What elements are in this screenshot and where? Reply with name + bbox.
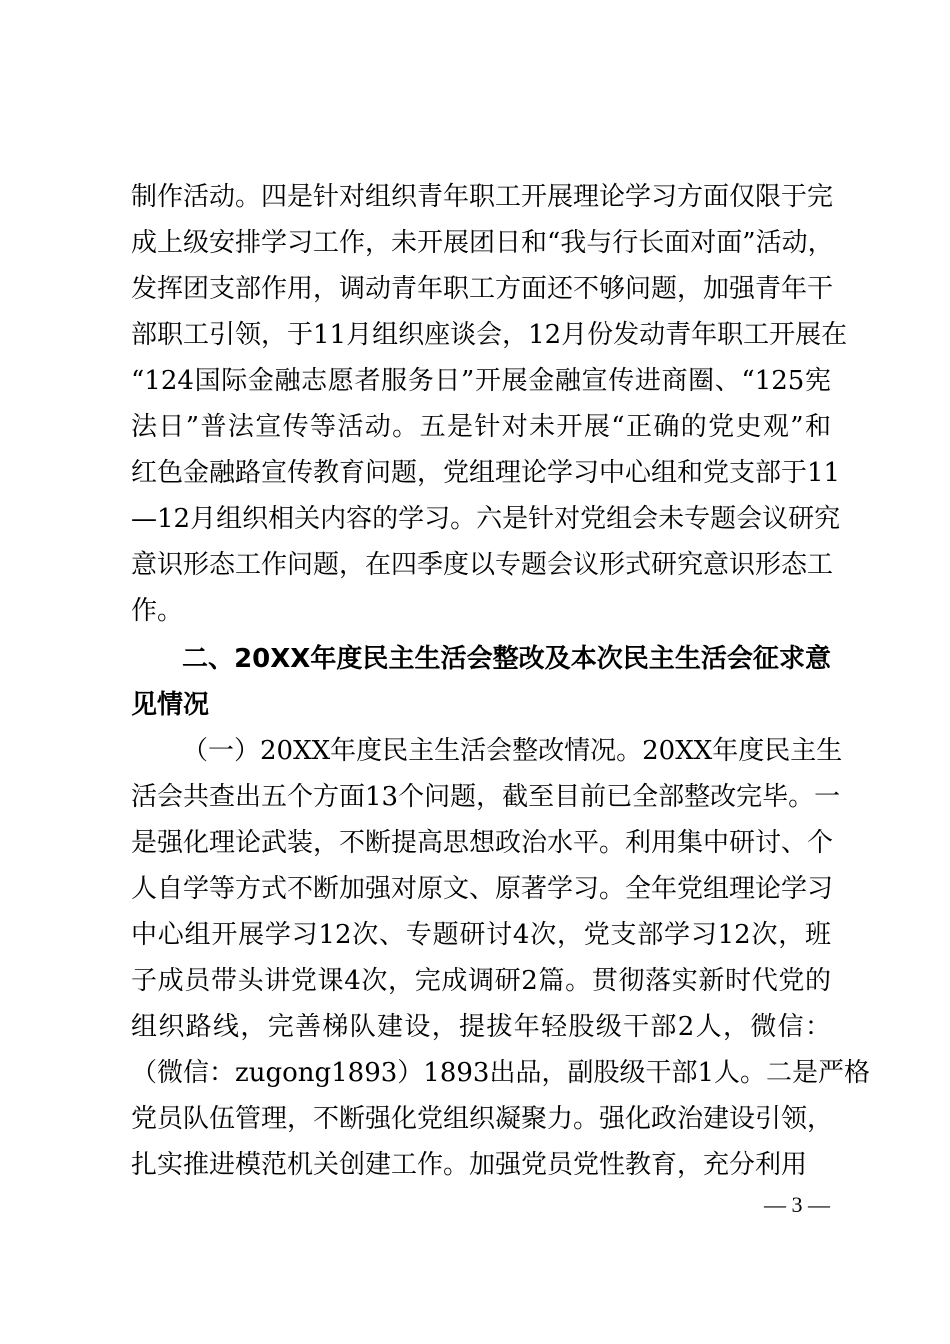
section-heading: 见情况 — [131, 690, 210, 720]
paragraph-line: 组织路线，完善梯队建设，提拔年轻股级干部2人，微信： — [131, 1012, 831, 1042]
page-number: — 3 — — [764, 1192, 830, 1217]
paragraph-line: 红色金融路宣传教育问题，党组理论学习中心组和党支部于11 — [131, 458, 841, 488]
paragraph-line: 中心组开展学习12次、专题研讨4次，党支部学习12次，班 — [131, 920, 831, 950]
section-heading: 二、20XX年度民主生活会整改及本次民主生活会征求意 — [182, 644, 831, 674]
paragraph-line: （微信：zugong1893）1893出品，副股级干部1人。二是严格 — [131, 1058, 871, 1088]
paragraph-line: 发挥团支部作用，调动青年职工方面还不够问题，加强青年干 — [131, 274, 834, 304]
paragraph-line: 活会共查出五个方面13个问题，截至目前已全部整改完毕。一 — [131, 782, 841, 812]
paragraph-line: “124国际金融志愿者服务日”开展金融宣传进商圈、“125宪 — [131, 366, 831, 396]
paragraph-line: 党员队伍管理，不断强化党组织凝聚力。强化政治建设引领， — [131, 1104, 834, 1134]
paragraph-line: 成上级安排学习工作，未开展团日和“我与行长面对面”活动， — [131, 228, 834, 258]
paragraph-line: 是强化理论武装，不断提高思想政治水平。利用集中研讨、个 — [131, 828, 834, 858]
paragraph-line: 人自学等方式不断加强对原文、原著学习。全年党组理论学习 — [131, 874, 834, 904]
paragraph-line: 扎实推进模范机关创建工作。加强党员党性教育，充分利用 — [131, 1150, 808, 1180]
paragraph-line: —12月组织相关内容的学习。六是针对党组会未专题会议研究 — [131, 504, 841, 534]
paragraph-line: 法日”普法宣传等活动。五是针对未开展“正确的党史观”和 — [131, 412, 831, 442]
paragraph-line: 作。 — [131, 596, 184, 626]
paragraph-line: 子成员带头讲党课4次，完成调研2篇。贯彻落实新时代党的 — [131, 966, 831, 996]
paragraph-line: 部职工引领，于11月组织座谈会，12月份发动青年职工开展在 — [131, 320, 848, 350]
subsection-heading-line: （一）20XX年度民主生活会整改情况。20XX年度民主生 — [182, 736, 843, 766]
paragraph-line: 制作活动。四是针对组织青年职工开展理论学习方面仅限于完 — [131, 182, 834, 212]
paragraph-line: 意识形态工作问题，在四季度以专题会议形式研究意识形态工 — [131, 550, 834, 580]
